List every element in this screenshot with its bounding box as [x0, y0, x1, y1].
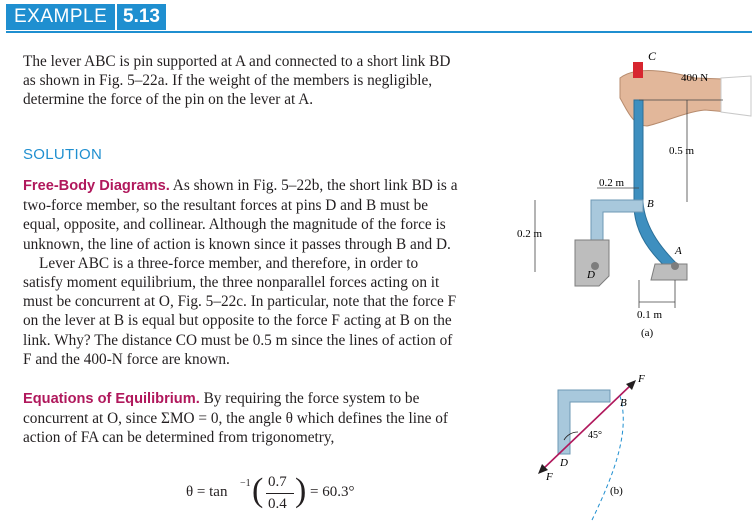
label-b: B — [647, 198, 654, 210]
eq-line: concurrent at O, since ΣMO = 0, the angle θ which defines the line of — [23, 410, 448, 428]
eq-lhs: θ = tan — [186, 484, 228, 500]
eq-numerator: 0.7 — [268, 474, 287, 490]
equilibrium-heading: Equations of Equilibrium. — [23, 391, 200, 407]
example-number: 5.13 — [117, 4, 166, 30]
label-d-fbd: D — [560, 457, 568, 469]
fraction-bar — [266, 493, 294, 494]
fbd-line: Lever ABC is a three-force member, and therefore, in order to — [39, 254, 419, 272]
example-label: EXAMPLE — [6, 4, 115, 30]
sleeve-image — [721, 76, 751, 116]
label-02m-top: 0.2 m — [599, 177, 625, 189]
label-02m-left: 0.2 m — [517, 228, 543, 240]
label-f-bot: F — [546, 471, 553, 483]
figure-a — [515, 40, 752, 360]
label-05m: 0.5 m — [669, 145, 695, 157]
eq-rhs: = 60.3° — [310, 484, 355, 500]
caption-b: (b) — [610, 485, 623, 497]
fbd-line: F and the 400-N force are known. — [23, 350, 230, 368]
label-c: C — [648, 49, 657, 63]
pin-a — [671, 262, 679, 270]
fbd-line: satisfy moment equilibrium, the three nonparallel forces acting on it — [23, 274, 440, 292]
fbd-line: two-force member, so the resultant forces at pins D and B must be — [23, 197, 429, 215]
fbd-line: equal, opposite, and collinear. Although the magnitude of the force is — [23, 216, 446, 234]
problem-line: determine the force of the pin on the lever at A. — [23, 91, 314, 109]
dashed-curve — [592, 396, 623, 520]
example-header — [0, 0, 752, 34]
figure-b — [520, 370, 752, 526]
label-a: A — [675, 245, 682, 257]
fbd-line: on the lever at B is equal but opposite to the force F acting at B on the — [23, 312, 452, 330]
fbd-paragraph — [23, 176, 505, 369]
equilibrium-paragraph — [23, 389, 505, 448]
link-bd-fbd — [558, 390, 610, 454]
eq-sup: −1 — [240, 478, 251, 489]
label-01m: 0.1 m — [637, 309, 663, 321]
solution-label: SOLUTION — [23, 146, 103, 163]
eq-line: By requiring the force system to be — [199, 390, 420, 407]
header-rule — [6, 31, 752, 33]
label-400n: 400 N — [681, 72, 709, 84]
label-d: D — [587, 269, 595, 281]
label-45: 45° — [588, 430, 602, 441]
fbd-line: must be concurrent at O, Fig. 5–22c. In particular, note that the force F — [23, 293, 457, 311]
eq-paren-right: ) — [295, 472, 307, 509]
grip-cap — [633, 62, 643, 78]
eq-paren-left: ( — [252, 472, 264, 509]
fbd-line: As shown in Fig. 5–22b, the short link BD is a — [169, 177, 458, 194]
eq-line: action of FA can be determined from trigonometry, — [23, 429, 335, 447]
fbd-line: link. Why? The distance CO must be 0.5 m since the lines of action of — [23, 331, 453, 349]
support-a — [651, 264, 687, 280]
problem-line: The lever ABC is pin supported at A and connected to a short link BD — [23, 53, 451, 70]
lever-abc — [634, 100, 679, 272]
problem-line: as shown in Fig. 5–22a. If the weight of the members is negligible, — [23, 72, 433, 90]
label-f-top: F — [638, 373, 645, 385]
eq-denominator: 0.4 — [268, 496, 287, 512]
fbd-line: unknown, the line of action is known since it passes through B and D. — [23, 235, 451, 253]
label-b-fbd: B — [620, 397, 627, 409]
problem-statement — [23, 52, 505, 110]
fbd-heading: Free-Body Diagrams. — [23, 178, 170, 194]
caption-a: (a) — [641, 327, 654, 339]
